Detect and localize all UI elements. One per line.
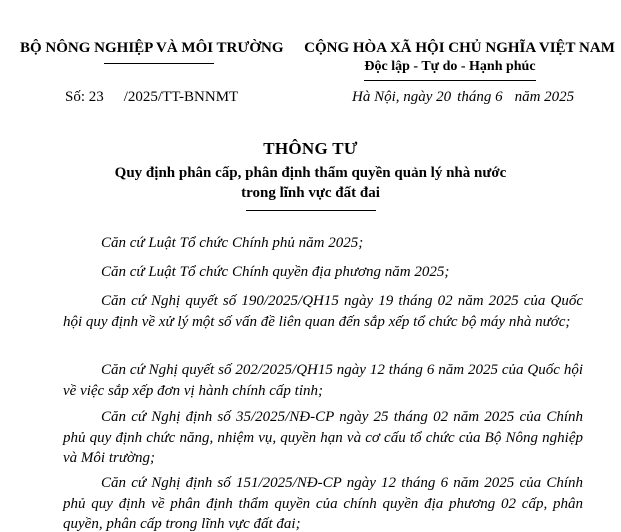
date-year: năm 2025 [514, 89, 575, 105]
issuing-agency: BỘ NÔNG NGHIỆP VÀ MÔI TRƯỜNG [20, 40, 284, 56]
date-month: tháng 6 [457, 89, 503, 105]
legal-basis-paragraph: Căn cứ Nghị quyết số 202/2025/QH15 ngày 12 tháng 6 năm 2025 của Quốc hội về việc sắp xếp đơn vị hành chính cấp tỉnh; [63, 362, 583, 399]
legal-basis-paragraph: Căn cứ Nghị quyết số 190/2025/QH15 ngày 19 tháng 02 năm 2025 của Quốc hội quy định về xử lý một số vấn đề liên quan đến sắp xếp tổ chức bộ máy nhà nước; [63, 293, 583, 330]
document-type: THÔNG TƯ [263, 139, 358, 158]
document-number-suffix: /2025/TT-BNNMT [123, 89, 239, 105]
place-and-date [352, 89, 574, 106]
legal-basis-paragraph: Căn cứ Luật Tổ chức Chính quyền địa phương năm 2025; [101, 264, 450, 280]
legal-basis-paragraph: Căn cứ Nghị định số 35/2025/NĐ-CP ngày 25 tháng 02 năm 2025 của Chính phủ quy định chức năng, nhiệm vụ, quyền hạn và cơ cấu tổ chức của Bộ Nông nghiệp và Môi trường; [63, 409, 583, 466]
legal-basis-paragraph: Căn cứ Nghị định số 151/2025/NĐ-CP ngày 12 tháng 6 năm 2025 của Chính phủ quy định về phân định thẩm quyền của chính quyền địa phương 02 cấp, phân quyền, phân cấp trong lĩnh vực đất đai; [63, 475, 583, 532]
document-number-prefix: Số: 23 [65, 89, 104, 105]
document-title-line-2: trong lĩnh vực đất đai [241, 185, 380, 201]
place-day: Hà Nội, ngày 20 [352, 89, 452, 105]
document-number [65, 89, 238, 106]
legal-basis-paragraph: Căn cứ Luật Tổ chức Chính phủ năm 2025; [101, 235, 364, 251]
agency-underline [104, 63, 214, 64]
document-title-line-1: Quy định phân cấp, phân định thẩm quyền quản lý nhà nước [114, 165, 507, 181]
title-underline [246, 210, 376, 211]
national-motto: Độc lập - Tự do - Hạnh phúc [364, 59, 536, 74]
motto-underline [364, 80, 536, 81]
national-title: CỘNG HÒA XÃ HỘI CHỦ NGHĨA VIỆT NAM [304, 40, 615, 56]
document-title [80, 163, 541, 203]
